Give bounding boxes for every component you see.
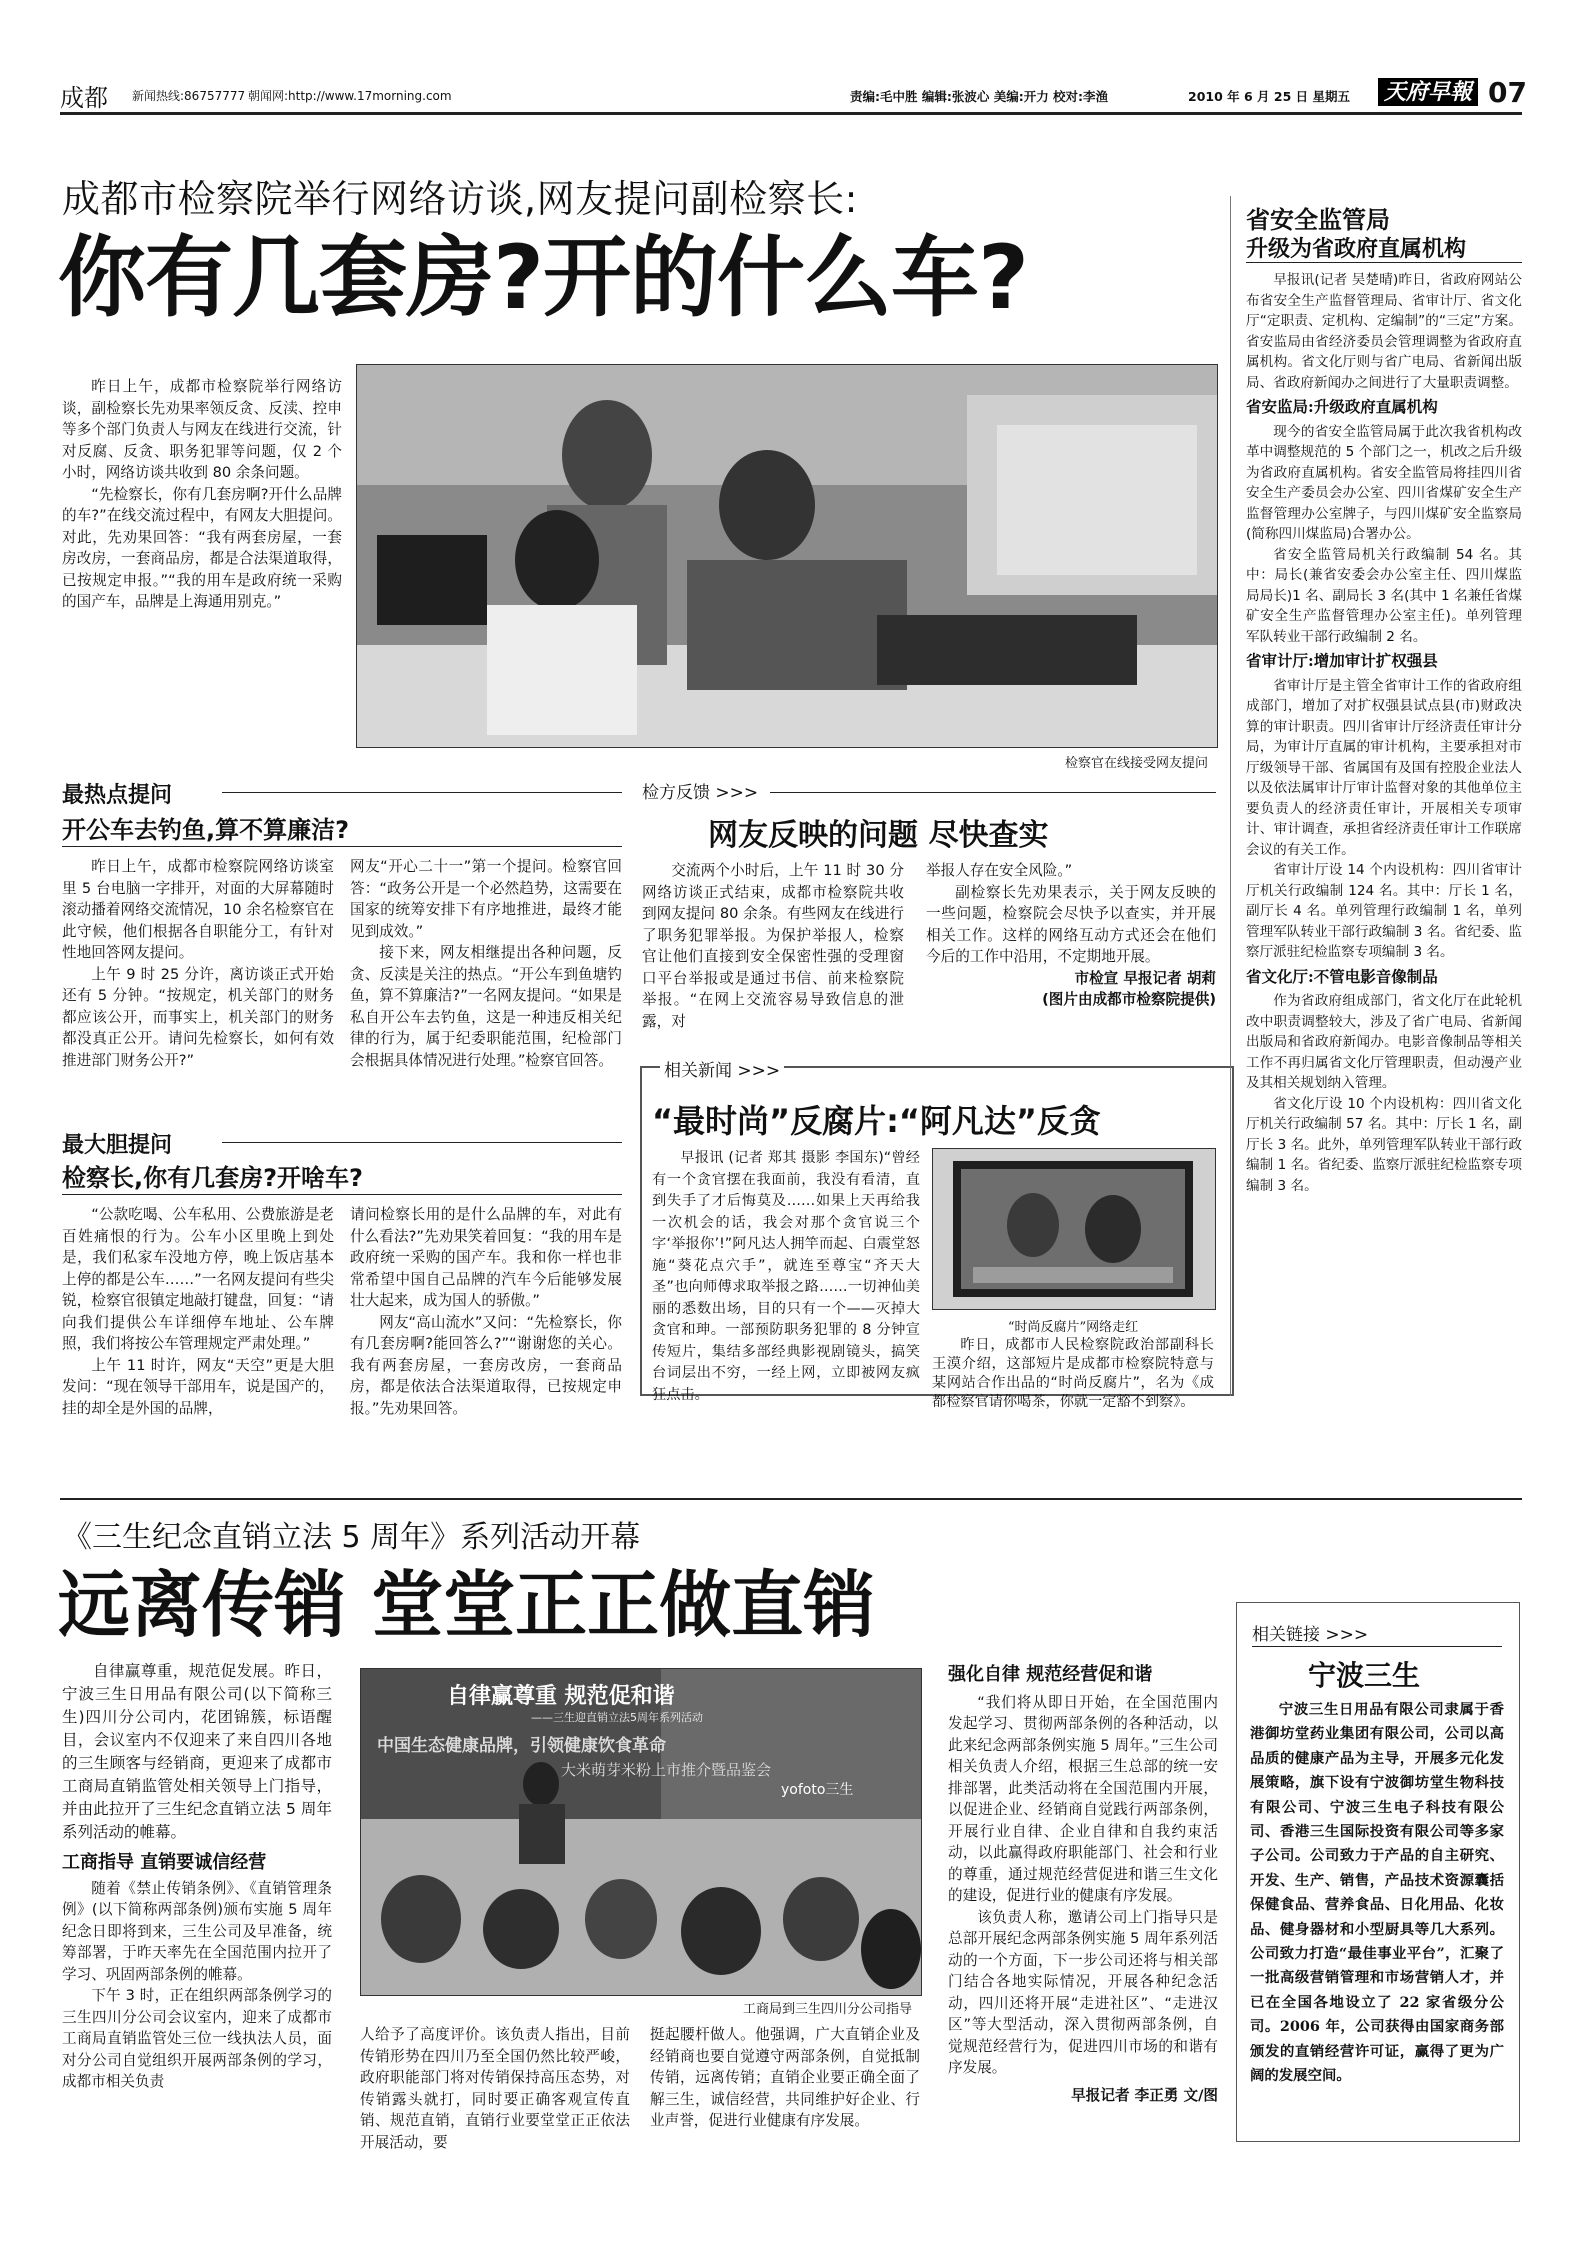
related-photo (932, 1148, 1216, 1310)
hot-col1-p1: 昨日上午，成都市检察院网络访谈室里 5 台电脑一字排开，对面的大屏幕随时滚动播着网络交流情况，10 余名检察官在此守候，他们根据各自职能分工，有针对性地回答网友提问。 (62, 858, 334, 961)
lead-intro (62, 376, 342, 613)
bottom-h2: 强化自律 规范经营促和谐 (948, 1664, 1153, 1685)
bottom-byline: 早报记者 李正勇 文/图 (1071, 2086, 1218, 2104)
sidebar-p5: 省审计厅设 14 个内设机构：四川省审计厅机关行政编制 124 名。其中：厅长 1 名，副厅长 4 名。单列管理行政编制 1 名，单列管理军队转业干部行政编制 3 名。省纪委、监察厅派驻纪检监察专项编制 3 名。 (1246, 862, 1522, 960)
hot-col1-p2: 上午 9 时 25 分许，离访谈正式开始还有 5 分钟。“按规定，机关部门的财务都应该公开，而事实上，机关部门的财务都没真正公开。请问先检察长，如何有效推进部门财务公开?” (62, 965, 334, 1069)
related-title: “最时尚”反腐片:“阿凡达”反贪 (652, 1102, 1101, 1140)
feedback-title: 网友反映的问题 尽快查实 (708, 818, 1049, 853)
feedback-byline: 市检宣 早报记者 胡莉 (1074, 969, 1216, 987)
feedback-rule (770, 792, 1216, 793)
bold-col1 (62, 1204, 334, 1419)
lead-photo (356, 364, 1218, 748)
banner-line3: 中国生态健康品牌，引领健康饮食革命 (377, 1736, 666, 1756)
bottom-col1-p1: 自律赢尊重，规范促发展。昨日，宁波三生日用品有限公司(以下简称三生)四川分公司内，花团锦簇，标语醒目，会议室内不仅迎来了来自四川各地的三生顾客与经销商，更迎来了成都市工商局直销监管处相关领导上门指导，并由此拉开了三生纪念直销立法 5 周年系列活动的帷幕。 (62, 1662, 332, 1841)
masthead-strip (60, 76, 1527, 112)
bottom-col4 (948, 1664, 1218, 2106)
bottom-kicker: 《三生纪念直销立法 5 周年》系列活动开幕 (62, 1520, 641, 1555)
bold-col2-p1: 请问检察长用的是什么品牌的车，对此有什么看法?”先劝果笑着回复：“我的用车是政府统一采购的国产车。我和你一样也非常希望中国自己品牌的汽车今后能够发展壮大起来，成为国人的骄傲。” (350, 1206, 622, 1309)
related-body: 早报讯 (记者 郑其 摄影 李国东)“曾经有一个贪官摆在我面前，我没有看清，直到失手了才后悔莫及……如果上天再给我一次机会的话，我会对那个贪官说三个字‘举报你’!”阿凡达人拥竿而起、白震堂怒施“葵花点穴手”，就连至尊宝“齐天大圣”也向师傅求取举报之路……一切神仙美丽的悉数出场，目的只有一个——灭掉大贪官和珅。一部预防职务犯罪的 8 分钟宣传短片，集结多部经典影视剧镜头，搞笑台词层出不穷，一经上网，立即被网友疯狂点击。 (652, 1150, 920, 1403)
banner-line2: ——三生迎直销立法5周年系列活动 (531, 1711, 703, 1724)
related-body2: 昨日，成都市人民检察院政治部副科长王漠介绍，这部短片是成都市检察院特意与某网站合作出品的“时尚反腐片”，名为《成都检察官请你喝茶，你就一定豁不到察》。 (932, 1337, 1214, 1410)
lead-photo-caption: 检察官在线接受网友提问 (1064, 756, 1208, 771)
sidebar-h1: 省安监局:升级政府直属机构 (1246, 397, 1438, 416)
sidebar-p4: 省审计厅是主管全省审计工作的省政府组成部门，增加了对扩权强县试点县(市)财政决算的审计职责。四川省审计厅经济责任审计分局，为审计厅直属的审计机构，主要承担对市厅级领导干部、省属国有及国有控股企业法人以及依法属审计厅审计监督对象的其他单位主要负责人的经济责任审计，开展相关专项审计、审计调查，承担省经济责任审计工作联席会议的有关工作。 (1246, 677, 1522, 858)
hot-col2-p2: 接下来，网友相继提出各种问题，反贪、反渎是关注的热点。“开公车到鱼塘钓鱼，算不算廉洁?”一名网友提问。“如果是私自开公车去钓鱼，这是一种违反相关纪律的行为，属于纪委职能范围，纪检部门会根据具体情况进行处理。”检察官回答。 (350, 944, 622, 1069)
link-title: 宁波三生 (1308, 1659, 1421, 1692)
bottom-photo (360, 1668, 922, 1996)
banner-line4: 大米萌芽米粉上市推介暨品鉴会 (561, 1761, 772, 1779)
feedback-col2-a: 举报人存在安全风险。” (926, 862, 1073, 879)
issue-date: 2010 年 6 月 25 日 星期五 (1188, 89, 1350, 104)
sidebar-p3: 省安全监管局机关行政编制 54 名。其中：局长(兼省安委会办公室主任、四川煤监局局长)1 名、副局长 3 名(其中 1 名兼任省煤矿安全生产监督管理办公室主任)。单列管理军队转业干部行政编制 2 名。 (1246, 546, 1522, 645)
bottom-col3: 挺起腰杆做人。他强调，广大直销企业及经销商也要自觉遵守两部条例，自觉抵制传销，远离传销；直销企业要正确全面了解三生，诚信经营，共同维护好企业、行业声誉，促进行业健康有序发展。 (650, 2026, 920, 2129)
lead-intro-p1: 昨日上午，成都市检察院举行网络访谈，副检察长先劝果率领反贪、反渎、控申等多个部门负责人与网友在线进行交流，针对反腐、反贪、职务犯罪等问题，仅 2 个小时，网络访谈共收到 80 余条问题。 (62, 378, 342, 481)
bottom-h1: 工商指导 直销要诚信经营 (62, 1852, 267, 1873)
feedback-col2 (926, 860, 1216, 1011)
credits: 责编:毛中胜 编辑:张波心 美编:开力 校对:李渔 (850, 89, 1109, 104)
bold-subtitle-rule (62, 1194, 622, 1195)
bottom-col4-p2: 该负责人称，邀请公司上门指导只是总部开展纪念两部条例实施 5 周年系列活动的一个方面，下一步公司还将与相关部门结合各地实际情况，开展各种纪念活动，四川还将开展“走进社区”、“走进汉区”等大型活动，深入贯彻两部条例，自觉规范经营行为，促进四川市场的和谐有序发展。 (948, 1908, 1218, 2076)
hot-col2-p1: 网友“开心二十一”第一个提问。检察官回答：“政务公开是一个必然趋势，这需要在国家的统筹安排下有序地推进，最终才能见到成效。” (350, 858, 622, 940)
bottom-col1 (62, 1660, 332, 2093)
bold-col2 (350, 1204, 622, 1419)
sidebar-h2: 省审计厅:增加审计扩权强县 (1246, 651, 1438, 670)
section-divider (60, 1498, 1522, 1500)
hotline: 新闻热线:86757777 (132, 89, 246, 103)
bottom-title: 远离传销 堂堂正正做直销 (58, 1563, 876, 1647)
link-body: 宁波三生日用品有限公司隶属于香港御坊堂药业集团有限公司，公司以高品质的健康产品为主导，开展多元化发展策略，旗下设有宁波御坊堂生物科技有限公司、宁波三生电子科技有限公司、香港三生国际投资有限公司等多家子公司。公司致力于产品的自主研究、开发、生产、销售，产品技术资源囊括保健食品、营养食品、日化用品、化妆品、健身器材和小型厨具等几大系列。公司致力打造“最佳事业平台”，汇聚了一批高级营销管理和市场营销人才，并已在全国各地设立了 22 家省级分公司。2006 年，公司获得由国家商务部颁发的直销经营许可证，赢得了更为广阔的发展空间。 (1250, 1701, 1504, 2085)
sidebar-p7: 省文化厅设 10 个内设机构：四川省文化厅机关行政编制 57 名。其中：厅长 1 名，副厅长 3 名。此外，单列管理军队转业干部行政编制 1 名。省纪委、监察厅派驻纪检监察专项编制 3 名。 (1246, 1095, 1522, 1194)
hot-col2 (350, 856, 622, 1071)
header-rule (60, 112, 1522, 115)
newspaper-logo: 天府早報 (1378, 78, 1478, 106)
feedback-col2-b: 副检察长先劝果表示，关于网友反映的一些问题，检察院会尽快予以查实，并开展相关工作。这样的网络互动方式还会在他们今后的工作中沿用，不定期地开展。 (926, 883, 1216, 965)
sidebar-title2: 升级为省政府直属机构 (1246, 237, 1467, 262)
bottom-photo-caption: 工商局到三生四川分公司指导 (742, 2002, 912, 2017)
bottom-col1-p3: 下午 3 时，正在组织两部条例学习的三生四川分公司会议室内，迎来了成都市工商局直销监管处三位一线执法人员，面对分公司自觉组织开展两部条例的学习，成都市相关负责 (62, 1987, 332, 2090)
related-photo-caption: “时尚反腐片”网络走红 (1007, 1320, 1139, 1335)
page-number: 07 (1488, 76, 1527, 109)
sidebar-p1: 早报讯(记者 吴楚晴)昨日，省政府网站公布省安全生产监督管理局、省审计厅、省文化厅“定职责、定机构、定编制”的“三定”方案。省安监局由省经济委员会管理调整为省政府直属机构。省文化厅则与省广电局、省新闻出版局、省政府新闻办之间进行了大量职责调整。 (1246, 272, 1522, 391)
city-label: 成都 (60, 84, 108, 112)
related-label: 相关新闻 >>> (660, 1056, 784, 1081)
banner-line1: 自律赢尊重 规范促和谐 (447, 1684, 675, 1709)
lead-title: 你有几套房?开的什么车? (58, 226, 1029, 329)
hot-label: 最热点提问 (62, 782, 173, 808)
sidebar-body (1246, 270, 1522, 1196)
bottom-col2: 人给予了高度评价。该负责人指出，目前传销形势在四川乃至全国仍然比较严峻，政府职能部门将对传销保持高压态势，对传销露头就打，同时要正确客观宣传直销、规范直销，直销行业要堂堂正正依法开展活动，要 (360, 2026, 630, 2151)
feedback-byline2: (图片由成都市检察院提供) (1042, 991, 1216, 1008)
bold-col2-p2: 网友“高山流水”又问：“先检察长，你有几套房啊?能回答么?”“谢谢您的关心。我有两套房屋，一套房改房，一套商品房，都是依法合法渠道取得，已按规定申报。”先劝果回答。 (350, 1313, 622, 1417)
hot-rule (222, 792, 622, 793)
sidebar-p6: 作为省政府组成部门，省文化厅在此轮机改中职责调整较大，涉及了省广电局、省新闻出版局和省政府新闻办。电影音像制品等相关工作不再归属省文化厅管理职责，但动漫产业及其相关规划纳入管理。 (1246, 993, 1522, 1091)
bold-col1-p2: 上午 11 时许，网友“天空”更是大胆发问：“现在领导干部用车，说是国产的，挂的却全是外国的品牌， (62, 1356, 334, 1417)
bold-label: 最大胆提问 (62, 1132, 173, 1158)
link-label: 相关链接 >>> (1252, 1625, 1369, 1645)
sidebar-title-rule (1246, 262, 1522, 263)
sidebar-divider (1230, 196, 1231, 1396)
bottom-col4-p1: “我们将从即日开始，在全国范围内发起学习、贯彻两部条例的各种活动，以此来纪念两部条例实施 5 周年。”三生公司相关负责人介绍，根据三生总部的统一安排部署，此类活动将在全国范围内开展，以促进企业、经销商自觉践行两部条例，开展行业自律、企业自律和自我约束活动，以此赢得政府职能部门、社会和行业的尊重，通过规范经营促进和谐三生文化的建设，促进行业的健康有序发展。 (948, 1693, 1218, 1904)
bold-subtitle: 检察长,你有几套房?开啥车? (62, 1164, 363, 1192)
hot-subtitle: 开公车去钓鱼,算不算廉洁? (62, 816, 350, 844)
link-rule (1252, 1646, 1502, 1647)
lead-intro-p2: “先检察长，你有几套房啊?开什么品牌的车?”在线交流过程中，有网友大胆提问。对此，先劝果回答：“我有两套房屋，一套房改房，一套商品房，都是合法渠道取得，已按规定申报。”“我的用车是政府统一采购的国产车，品牌是上海通用别克。” (62, 485, 342, 610)
sidebar-p2: 现今的省安全监管局属于此次我省机构改革中调整规范的 5 个部门之一，机改之后升级为省政府直属机构。省安全监管局将挂四川省安全生产委员会办公室、四川省煤矿安全生产监督管理办公室牌子，与四川煤矿安全监察局(简称四川煤监局)合署办公。 (1246, 423, 1522, 542)
banner-line5: yofoto三生 (781, 1782, 854, 1798)
bold-col1-p1: “公款吃喝、公车私用、公费旅游是老百姓痛恨的行为。公车小区里晚上到处是，我们私家车没地方停，晚上饭店基本上停的都是公车……”一名网友提问有些尖锐，检察官很镇定地敲打键盘，回复：“请向我们提供公车详细停车地址、公车牌照，我们将按公车管理规定严肃处理。” (62, 1206, 334, 1352)
bold-rule (222, 1142, 622, 1143)
sidebar-h3: 省文化厅:不管电影音像制品 (1246, 966, 1438, 986)
hot-subtitle-rule (62, 846, 622, 847)
bottom-col1-p2: 随着《禁止传销条例》、《直销管理条例》(以下简称两部条例)颁布实施 5 周年纪念日即将到来，三生公司及早准备，统筹部署，于昨天率先在全国范围内拉开了学习、巩固两部条例的帷幕。 (62, 1879, 332, 1983)
lead-kicker: 成都市检察院举行网络访谈,网友提问副检察长: (62, 177, 858, 221)
website: 朝闻网:http://www.17morning.com (248, 89, 452, 103)
hot-col1 (62, 856, 334, 1071)
sidebar-title1: 省安全监管局 (1246, 206, 1390, 234)
feedback-label: 检方反馈 >>> (642, 783, 759, 803)
feedback-col1: 交流两个小时后，上午 11 时 30 分网络访谈正式结束，成都市检察院共收到网友提问 80 余条。有些网友在线进行了职务犯罪举报。为保护举报人，检察官让他们直接到安全保密性强的受理窗口平台举报或是通过书信、前来检察院举报。“在网上交流容易导致信息的泄露，对 (642, 862, 904, 1030)
